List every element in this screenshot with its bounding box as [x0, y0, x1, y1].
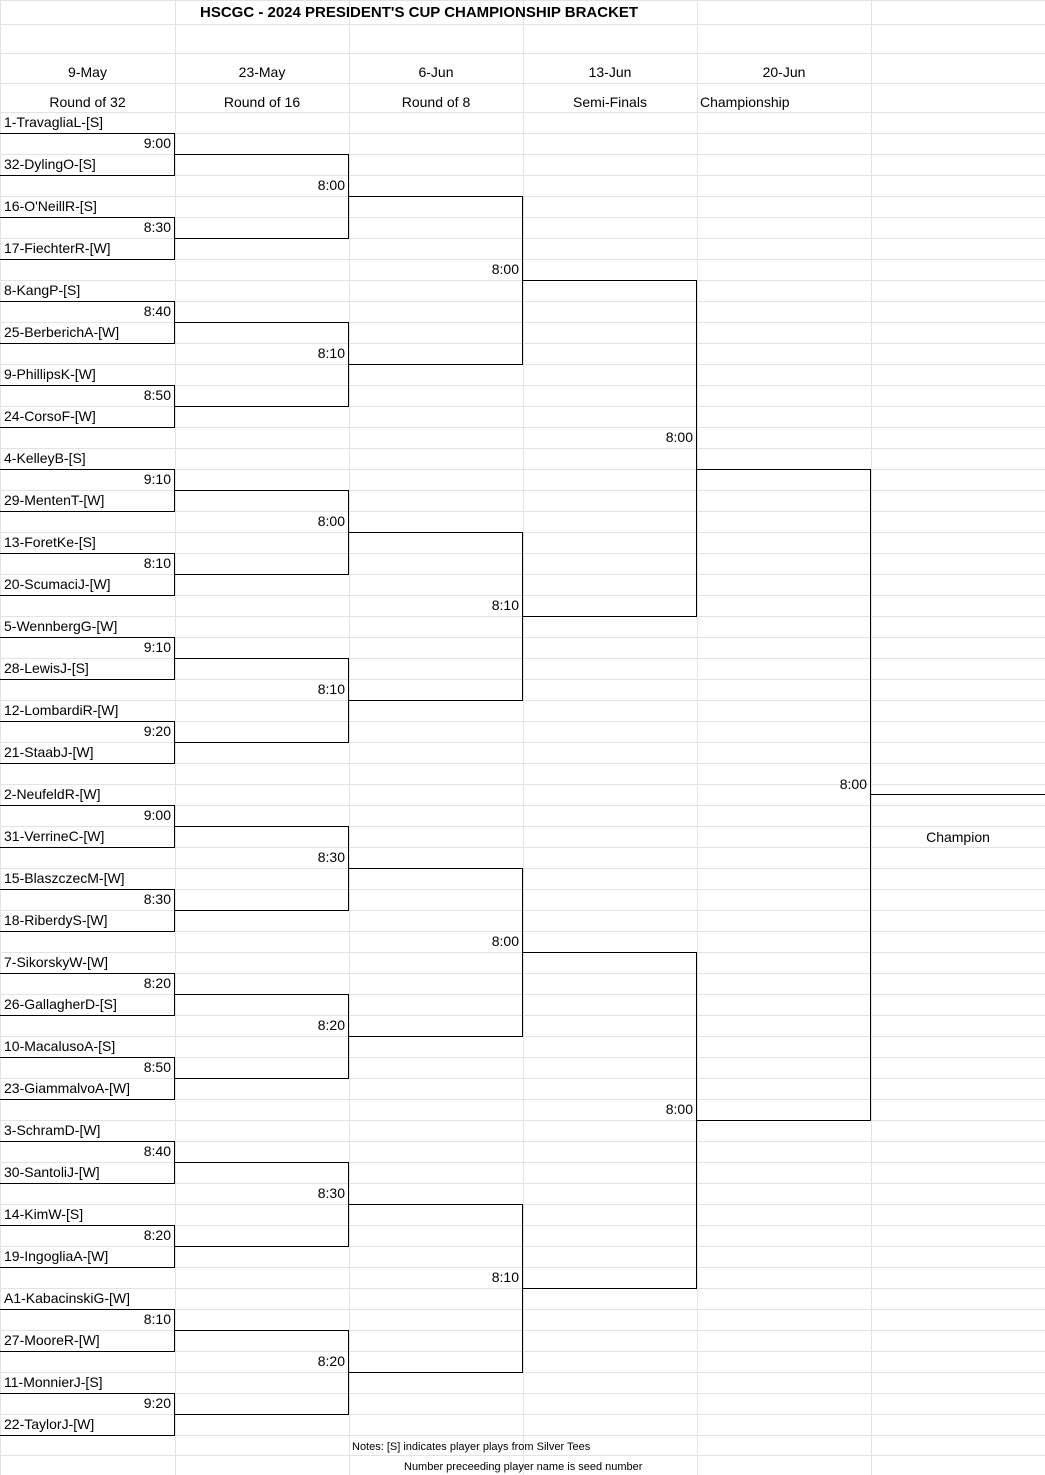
champion-label: Champion [926, 829, 990, 845]
player-name: 15-BlaszczecM-[W] [4, 870, 125, 886]
header-championship: Championship [700, 94, 790, 110]
player-name: 1-TravagliaL-[S] [4, 114, 104, 130]
sf-match-time: 8:00 [665, 429, 693, 445]
r32-match-time: 8:50 [143, 387, 171, 403]
player-name: 16-O'NeillR-[S] [4, 198, 97, 214]
player-name: 23-GiammalvoA-[W] [4, 1080, 131, 1096]
date-championship: 20-Jun [762, 64, 806, 80]
player-name: 19-IngogliaA-[W] [4, 1248, 109, 1264]
player-name: 10-MacalusoA-[S] [4, 1038, 116, 1054]
r8-match-time: 8:00 [491, 933, 519, 949]
r32-match-time: 8:10 [143, 555, 171, 571]
date-round-of-32: 9-May [68, 64, 107, 80]
note-seed-number: Number preceeding player name is seed number [404, 1461, 643, 1473]
r32-match-time: 9:20 [143, 723, 171, 739]
r32-match-time: 8:10 [143, 1311, 171, 1327]
note-silver-tees: Notes: [S] indicates player plays from Silver Tees [352, 1441, 591, 1453]
player-name: 29-MentenT-[W] [4, 492, 105, 508]
r32-match-time: 8:40 [143, 303, 171, 319]
r32-match-time: 8:40 [143, 1143, 171, 1159]
r8-match-time: 8:10 [491, 1269, 519, 1285]
header-semi-finals: Semi-Finals [573, 94, 647, 110]
player-name: 11-MonnierJ-[S] [4, 1374, 103, 1390]
player-name: 2-NeufeldR-[W] [4, 786, 101, 802]
player-name: 26-GallagherD-[S] [4, 996, 117, 1012]
r16-match-time: 8:20 [317, 1017, 345, 1033]
final-match-time: 8:00 [839, 775, 867, 792]
player-name: 30-SantoliJ-[W] [4, 1164, 100, 1180]
player-name: 4-KelleyB-[S] [4, 450, 86, 466]
r32-match-time: 9:10 [143, 471, 171, 487]
r16-match-time: 8:10 [317, 681, 345, 697]
player-name: 3-SchramD-[W] [4, 1122, 101, 1138]
date-round-of-8: 6-Jun [418, 64, 454, 80]
r32-match-time: 8:50 [143, 1059, 171, 1075]
r32-match-time: 8:30 [143, 219, 171, 235]
bracket-title: HSCGC - 2024 PRESIDENT'S CUP CHAMPIONSHIP BRACKET [200, 4, 639, 21]
player-name: 22-TaylorJ-[W] [4, 1416, 95, 1432]
r16-match-time: 8:20 [317, 1353, 345, 1369]
r32-match-time: 9:20 [143, 1395, 171, 1411]
r16-match-time: 8:30 [317, 1185, 345, 1201]
r32-match-time: 9:10 [143, 639, 171, 655]
r32-match-time: 8:20 [143, 975, 171, 991]
r16-match-time: 8:00 [317, 513, 345, 529]
player-name: 20-ScumaciJ-[W] [4, 576, 111, 592]
header-round-of-8: Round of 8 [401, 94, 471, 110]
player-name: 21-StaabJ-[W] [4, 744, 94, 760]
player-name: 24-CorsoF-[W] [4, 408, 96, 424]
player-name: 9-PhillipsK-[W] [4, 366, 96, 382]
header-round-of-16: Round of 16 [223, 94, 301, 110]
date-semi-finals: 13-Jun [588, 64, 632, 80]
player-name: 17-FiechterR-[W] [4, 240, 111, 256]
player-name: 7-SikorskyW-[W] [4, 954, 108, 970]
player-name: 18-RiberdyS-[W] [4, 912, 108, 928]
player-name: 31-VerrineC-[W] [4, 828, 105, 844]
player-name: A1-KabacinskiG-[W] [4, 1290, 131, 1306]
player-name: 27-MooreR-[W] [4, 1332, 100, 1348]
r32-match-time: 9:00 [143, 807, 171, 823]
r32-match-time: 8:30 [143, 891, 171, 907]
r32-match-time: 8:20 [143, 1227, 171, 1243]
player-name: 32-DylingO-[S] [4, 156, 96, 172]
player-name: 5-WennbergG-[W] [4, 618, 118, 634]
r8-match-time: 8:00 [491, 261, 519, 277]
player-name: 8-KangP-[S] [4, 282, 81, 298]
date-round-of-16: 23-May [238, 64, 286, 80]
r16-match-time: 8:30 [317, 849, 345, 865]
r32-match-time: 9:00 [143, 135, 171, 151]
player-name: 13-ForetKe-[S] [4, 534, 96, 550]
r8-match-time: 8:10 [491, 597, 519, 613]
r16-match-time: 8:10 [317, 345, 345, 361]
player-name: 28-LewisJ-[S] [4, 660, 89, 676]
sf-match-time: 8:00 [665, 1101, 693, 1117]
r16-match-time: 8:00 [317, 177, 345, 193]
player-name: 25-BerberichA-[W] [4, 324, 120, 340]
header-round-of-32: Round of 32 [49, 94, 126, 110]
player-name: 12-LombardiR-[W] [4, 702, 119, 718]
player-name: 14-KimW-[S] [4, 1206, 84, 1222]
